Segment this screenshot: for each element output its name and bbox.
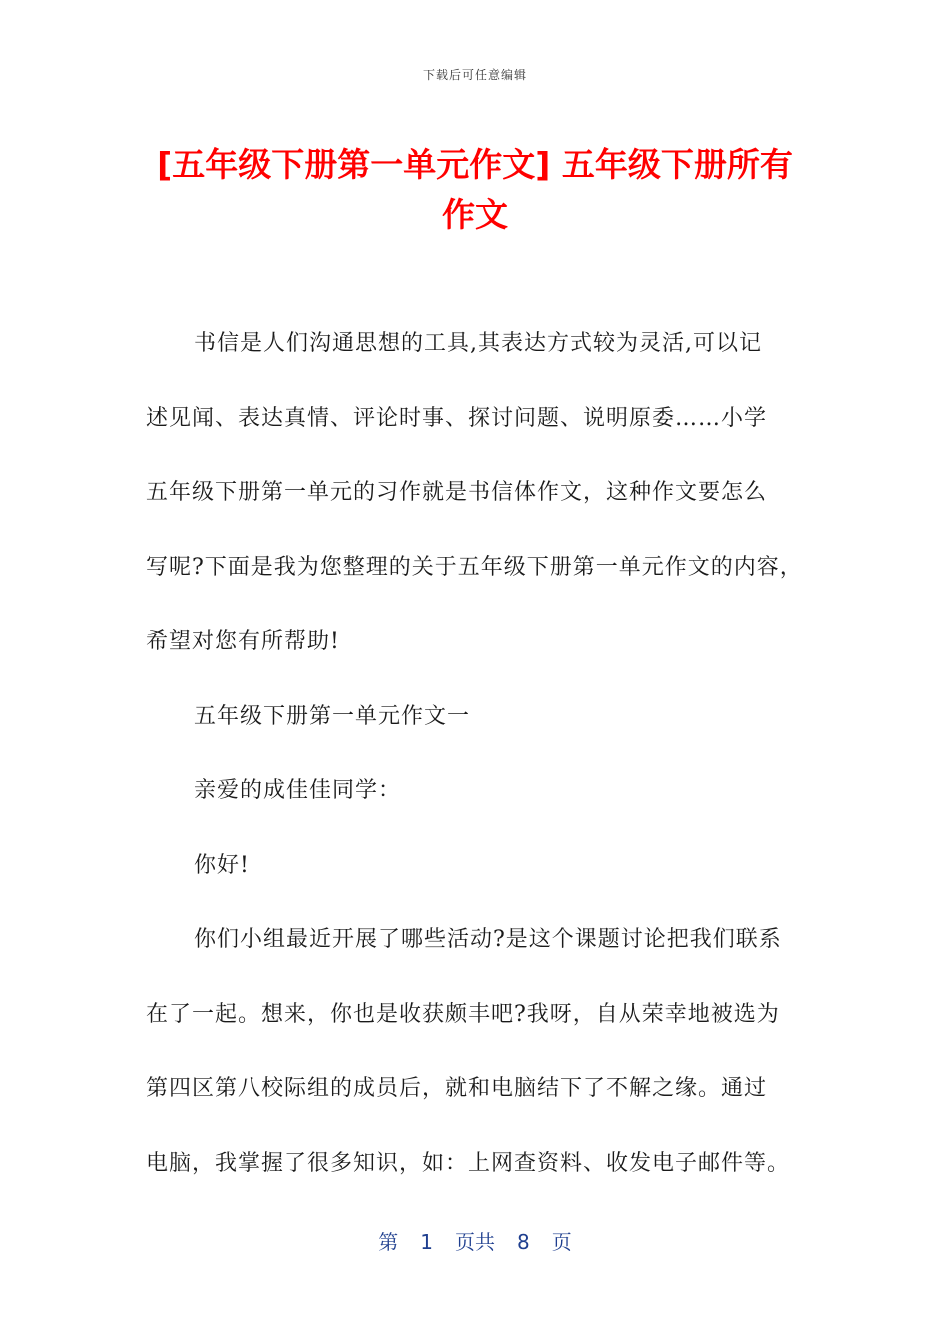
paragraph-line: 第四区第八校际组的成员后，就和电脑结下了不解之缘。通过 [146,1076,768,1101]
footer-label-end: 页 [551,1230,572,1254]
paragraph-line: 你们小组最近开展了哪些活动?是这个课题讨论把我们联系 [194,927,782,952]
paragraph-line: 书信是人们沟通思想的工具,其表达方式较为灵活,可以记 [194,331,762,356]
paragraph-line: 在了一起。想来，你也是收获颇丰吧?我呀，自从荣幸地被选为 [146,1001,780,1027]
letter-salutation: 亲爱的成佳佳同学： [194,778,402,803]
paragraph-line: 希望对您有所帮助! [146,629,340,654]
section-heading: 五年级下册第一单元作文一 [194,703,471,729]
document-title [120,140,830,240]
footer-current-page: 1 [420,1230,433,1254]
document-body [146,320,826,1214]
footer-label-page: 第 [378,1230,399,1254]
paragraph-line: 写呢?下面是我为您整理的关于五年级下册第一单元作文的内容， [146,554,803,580]
page-footer [0,1226,950,1255]
letter-greeting: 你好! [194,852,250,878]
footer-total-pages: 8 [517,1230,530,1254]
title-line-1: [五年级下册第一单元作文] 五年级下册所有 [157,145,793,184]
paragraph-line: 述见闻、表达真情、评论时事、探讨问题、说明原委……小学 [146,405,768,431]
footer-label-of: 页共 [455,1230,495,1254]
paragraph-line: 五年级下册第一单元的习作就是书信体作文，这种作文要怎么 [146,480,768,505]
title-line-2: 作文 [442,195,508,234]
header-note: 下载后可任意编辑 [422,68,527,82]
paragraph-line: 电脑，我掌握了很多知识，如：上网查资料、收发电子邮件等。 [146,1150,791,1176]
